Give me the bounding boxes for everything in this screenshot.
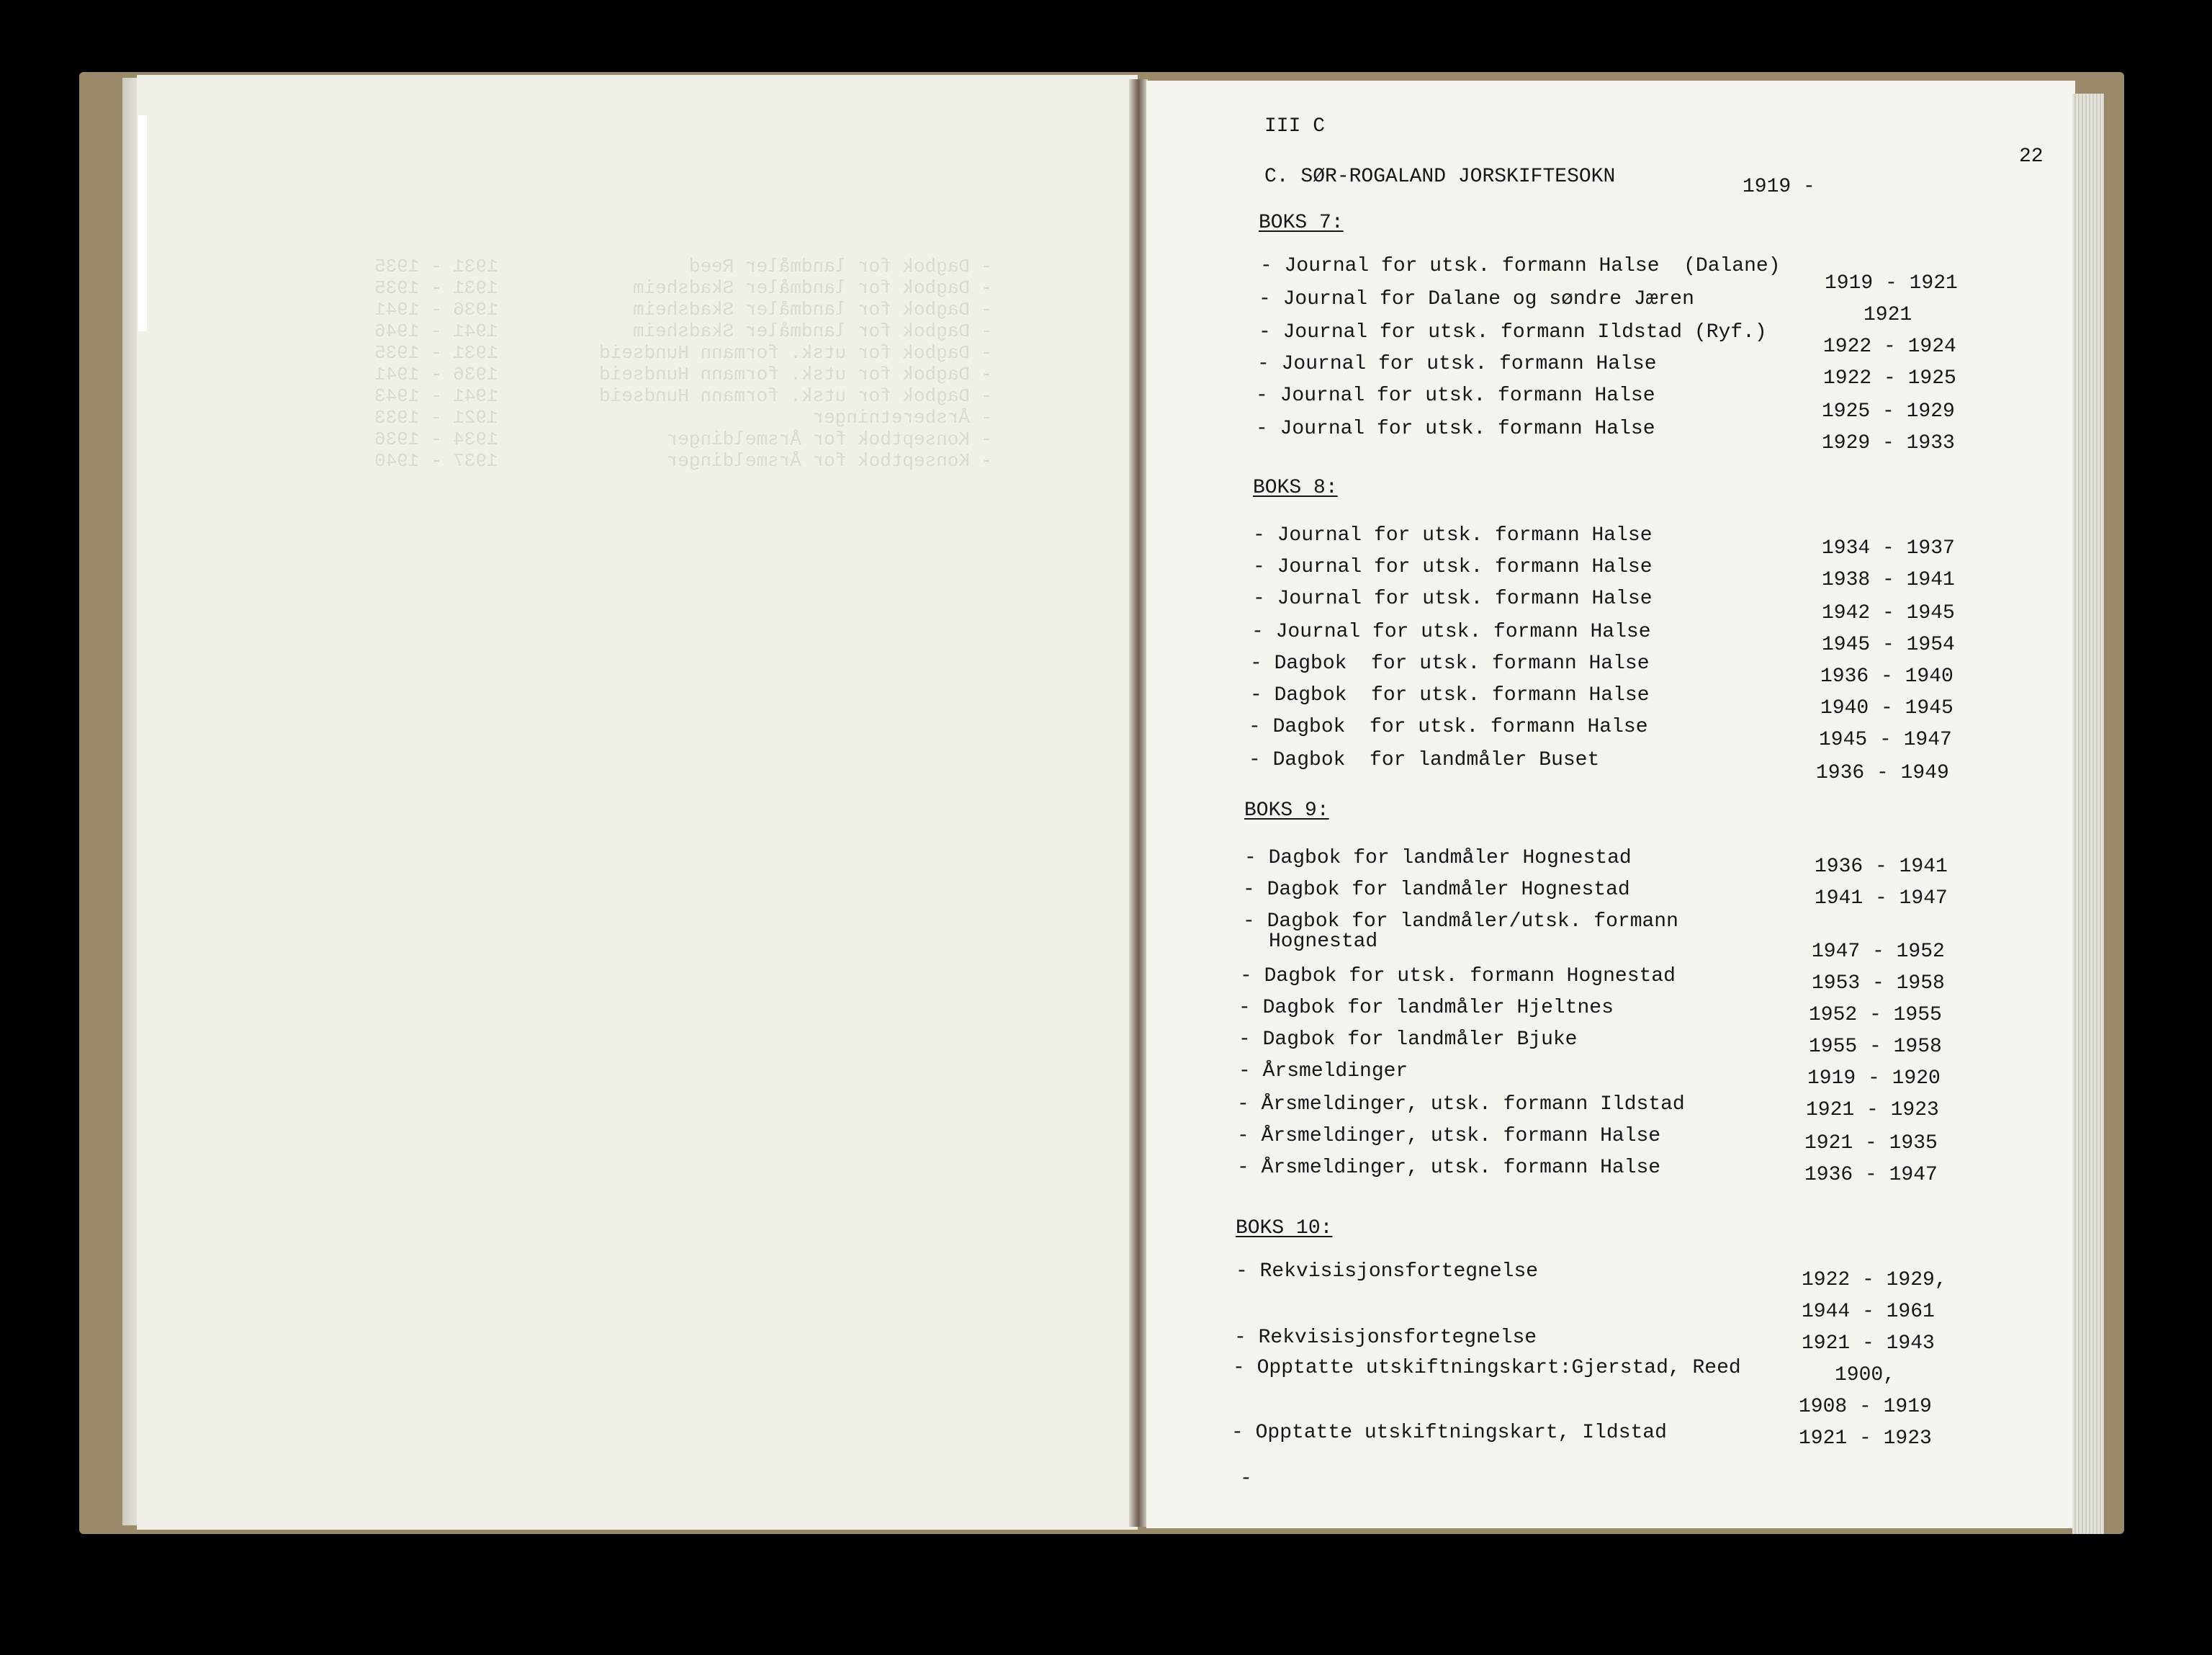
entry-years: 1936 - 1947	[1804, 1164, 1938, 1186]
entry-years: 1921 - 1943	[1802, 1332, 1935, 1355]
entry-text: - Journal for utsk. formann Halse (Dalane)	[1260, 255, 1781, 277]
document-title: C. SØR-ROGALAND JORSKIFTESOKN	[1264, 166, 1616, 188]
entry-text: - Journal for utsk. formann Halse	[1253, 588, 1653, 610]
entry-years: 1925 - 1929	[1822, 400, 1955, 423]
entry-text: - Journal for Dalane og søndre Jæren	[1259, 288, 1694, 310]
entry-text: - Dagbok for utsk. formann Halse	[1250, 684, 1650, 707]
entry-years-continued: 1908 - 1919	[1799, 1396, 1932, 1418]
entry-years: 1952 - 1955	[1809, 1004, 1942, 1026]
entry-years: 1934 - 1937	[1822, 537, 1955, 560]
entry-text: - Dagbok for landmåler Buset	[1249, 749, 1600, 771]
entry-years: 1922 - 1924	[1823, 336, 1956, 358]
page-number: 22	[2019, 145, 2044, 168]
entry-years: 1947 - 1952	[1812, 941, 1945, 963]
entry-years: 1921 - 1923	[1806, 1099, 1939, 1121]
entry-years: 1941 - 1947	[1815, 887, 1948, 910]
entry-text: - Rekvisisjonsfortegnelse	[1234, 1327, 1537, 1349]
entry-years: 1921 - 1935	[1804, 1132, 1938, 1154]
entry-text: - Årsmeldinger	[1238, 1060, 1408, 1082]
entry-text: - Dagbok for utsk. formann Halse	[1250, 652, 1650, 675]
entry-years: 1942 - 1945	[1822, 602, 1955, 624]
entry-years: 1938 - 1941	[1822, 569, 1955, 591]
entry-years: 1945 - 1954	[1822, 634, 1955, 656]
entry-years: 1919 - 1920	[1807, 1067, 1941, 1090]
entry-years: 1945 - 1947	[1819, 729, 1952, 751]
entry-years: 1955 - 1958	[1809, 1036, 1942, 1058]
entry-text: - Journal for utsk. formann Halse	[1251, 621, 1651, 643]
paper-tab	[138, 115, 147, 331]
entry-text: - Dagbok for landmåler Hognestad	[1243, 879, 1630, 901]
entry-years: 1922 - 1925	[1823, 367, 1956, 390]
entry-text: - Journal for utsk. formann Halse	[1253, 524, 1653, 547]
entry-text: - Rekvisisjonsfortegnelse	[1236, 1260, 1539, 1283]
entry-text: - Dagbok for landmåler Bjuke	[1238, 1028, 1578, 1051]
book-gutter	[1129, 79, 1148, 1527]
entry-years: 1919 - 1921	[1825, 272, 1958, 295]
entry-years: 1921 - 1923	[1799, 1427, 1932, 1450]
entry-years: 1900,	[1835, 1364, 1896, 1386]
entry-years: 1936 - 1940	[1820, 665, 1954, 688]
show-through-text: - Dagbok for landmåler Reed 1931 - 1935 - Dagbok for landmåler Skadsheim 1931 - 1935 - Dagbok for landmåler Skadsheim 1936 - 1941 - Dagbok for landmåler Skadsheim 1941 - 1946 - Dagbok for utsk. formann Hundseid 1931 - 1935 - Dagbok for utsk. formann Hundseid 1936 - 1941 - Dagbok for utsk. formann Hundseid 1941 - 1943 - Årsberetninger 1921 - 1933 - Konseptbok for Årsmeldinger 1934 - 1936 - Konseptbok for Årsmeldinger 1937 - 1940	[374, 256, 993, 472]
entry-text: - Opptatte utskiftningskart:Gjerstad, Reed	[1233, 1357, 1741, 1379]
section-label: III C	[1264, 115, 1326, 138]
box-9-heading: BOKS 9:	[1244, 799, 1329, 822]
entry-text: - Dagbok for landmåler Hjeltnes	[1238, 997, 1614, 1019]
entry-text: - Årsmeldinger, utsk. formann Halse	[1237, 1125, 1661, 1147]
entry-years: 1936 - 1949	[1816, 762, 1949, 784]
entry-text: - Dagbok for utsk. formann Halse	[1249, 716, 1648, 738]
right-page-edges	[2072, 94, 2104, 1534]
entry-years-continued: 1944 - 1961	[1802, 1301, 1935, 1323]
entry-text: - Årsmeldinger, utsk. formann Ildstad	[1237, 1093, 1685, 1116]
entry-text: -	[1240, 1468, 1252, 1490]
year-start: 1919 -	[1743, 176, 1815, 198]
entry-text: - Dagbok for landmåler Hognestad	[1244, 847, 1632, 869]
box-7-heading: BOKS 7:	[1259, 212, 1344, 234]
entry-years: 1921	[1863, 304, 1912, 326]
entry-years: 1953 - 1958	[1812, 972, 1945, 995]
entry-years: 1922 - 1929,	[1802, 1269, 1947, 1291]
entry-years: 1929 - 1933	[1822, 432, 1955, 454]
entry-text: - Journal for utsk. formann Ildstad (Ryf.)	[1259, 321, 1767, 344]
entry-text: - Journal for utsk. formann Halse	[1256, 385, 1655, 407]
entry-years: 1936 - 1941	[1815, 856, 1948, 878]
entry-text: - Dagbok for landmåler/utsk. formann	[1243, 910, 1678, 933]
entry-text: - Journal for utsk. formann Halse	[1256, 418, 1655, 440]
entry-years: 1940 - 1945	[1820, 697, 1954, 719]
box-10-heading: BOKS 10:	[1236, 1217, 1333, 1239]
entry-text-continued: Hognestad	[1269, 930, 1378, 953]
entry-text: - Opptatte utskiftningskart, Ildstad	[1231, 1422, 1667, 1444]
entry-text: - Journal for utsk. formann Halse	[1257, 353, 1657, 375]
entry-text: - Dagbok for utsk. formann Hognestad	[1240, 965, 1676, 987]
box-8-heading: BOKS 8:	[1253, 477, 1338, 499]
entry-text: - Årsmeldinger, utsk. formann Halse	[1237, 1157, 1661, 1179]
entry-text: - Journal for utsk. formann Halse	[1253, 556, 1653, 578]
